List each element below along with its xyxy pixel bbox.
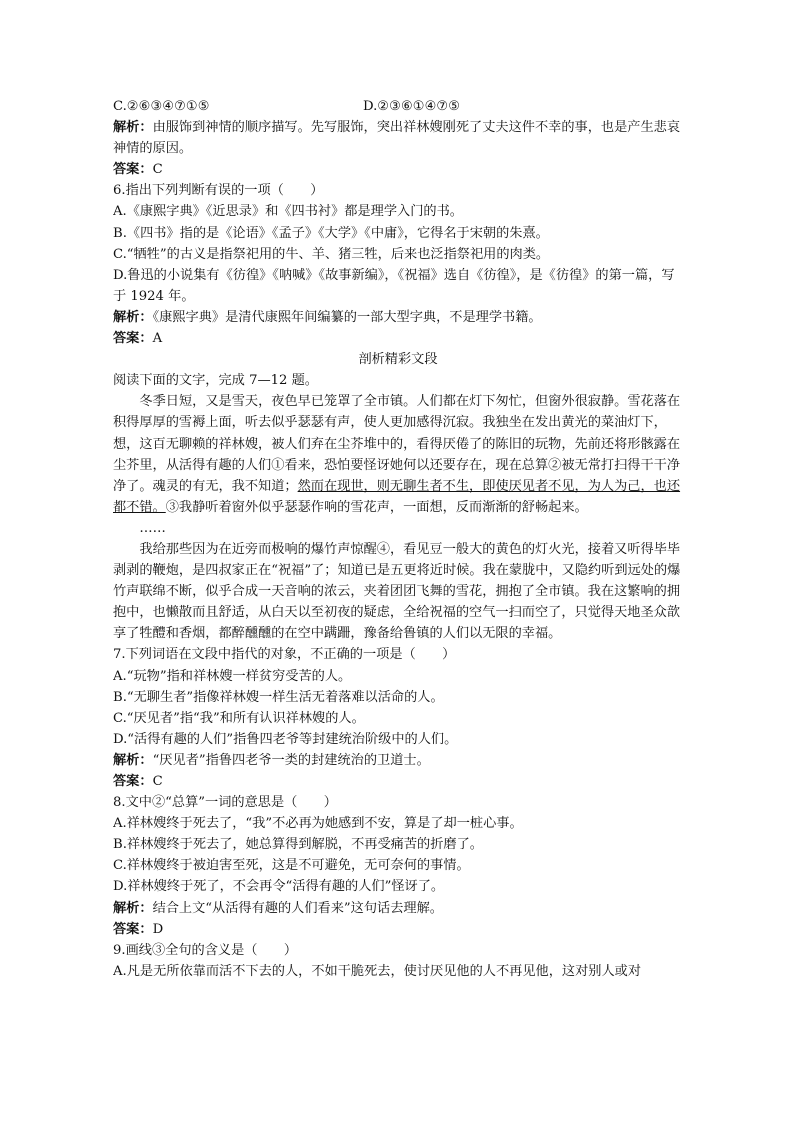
analysis-text: “厌见者”指鲁四老爷一类的封建统治的卫道士。 <box>152 752 430 768</box>
section-title: 剖析精彩文段 <box>358 352 438 368</box>
q8-option-a: A.祥林嫂终于死去了，“我”不必再为她感到不安，算是了却一桩心事。 <box>113 816 523 832</box>
analysis-text: 《康熙字典》是清代康熙年间编纂的一部大型字典，不是理学书籍。 <box>152 309 542 325</box>
passage-p1-text: 冬季日短，又是雪天，夜色早已笼罩了全市镇。人们都在灯下匆忙，但窗外很寂静。雪花落在积得厚厚的雪褥上面，听去似乎瑟瑟有声，使人更加感得沉寂。我独坐在发出黄光的菜油灯下，想，这百无聊赖的祥林嫂，被人们弃在尘芥堆中的，看得厌倦了的陈旧的玩物，先前还将形骸露在尘芥里，从活得有趣的人们①看来，恐怕要怪讶她何以还要存在，现在总算②被无常打扫得干干净净了。魂灵的有无，我不知道； <box>113 394 681 494</box>
q9-stem: 9.画线③全句的含义是（ ） <box>113 942 298 958</box>
q6-stem: 6.指出下列判断有误的一项（ ） <box>113 183 324 199</box>
q5-options-row <box>113 96 683 117</box>
answer-value: D <box>152 921 164 937</box>
q6-analysis <box>113 307 683 328</box>
q5-option-d: D.②③⑥①④⑦⑤ <box>363 99 461 114</box>
q6-option-c: C.“牺牲”的古义是指祭祀用的牛、羊、猪三牲，后来也泛指祭祀用的肉类。 <box>113 246 550 262</box>
q6-option-a: A.《康熙字典》《近思录》和《四书衬》都是理学入门的书。 <box>113 204 463 220</box>
answer-label: 答案： <box>113 162 153 178</box>
answer-label: 答案： <box>113 774 153 789</box>
q6-answer <box>113 328 683 349</box>
document-page <box>113 96 683 982</box>
analysis-text: 由服饰到神情的顺序描写。先写服饰，突出祥林嫂刚死了丈夫这件不幸的事，也是产生悲哀神情的原因。 <box>113 120 681 157</box>
q7-stem: 7.下列词语在文段中指代的对象，不正确的一项是（ ） <box>113 647 456 663</box>
answer-value: C <box>152 162 163 178</box>
passage-underlined-sentence: 然而在现世，则无聊生者不生，即使厌见者不见，为人为己，也还都不错。 <box>113 478 681 515</box>
q6-option-b: B.《四书》指的是《论语》《孟子》《大学》《中庸》，它得名于宋朝的朱熹。 <box>113 225 549 241</box>
q8-analysis <box>113 898 683 919</box>
answer-label: 答案： <box>113 331 153 347</box>
q8-stem: 8.文中②“总算”一词的意思是（ ） <box>113 795 337 811</box>
analysis-label: 解析： <box>113 309 153 325</box>
q7-option-c: C.“厌见者”指“我”和所有认识祥林嫂的人。 <box>113 710 365 726</box>
section-intro: 阅读下面的文字，完成 7—12 题。 <box>113 373 318 389</box>
answer-value: C <box>152 774 163 789</box>
answer-value: A <box>152 331 163 347</box>
q7-option-d: D.“活得有趣的人们”指鲁四老爷等封建统治阶级中的人们。 <box>113 731 458 747</box>
passage-paragraph-2: 我给那些因为在近旁而极响的爆竹声惊醒④，看见豆一般大的黄色的灯火光，接着又听得毕毕剥剥的鞭炮，是四叔家正在“祝福”了；知道已是五更将近时候。我在蒙胧中，又隐约听到远处的爆竹声联绵不断，似乎合成一天音响的浓云，夹着团团飞舞的雪花，拥抱了全市镇。我在这繁响的拥抱中，也懒散而且舒适，从白天以至初夜的疑虑，全给祝福的空气一扫而空了，只觉得天地圣众歆享了牲醴和香烟，都醉醺醺的在空中蹒跚，豫备给鲁镇的人们以无限的幸福。 <box>113 541 681 642</box>
q8-option-d: D.祥林嫂终于死了，不会再令“活得有趣的人们”怪讶了。 <box>113 879 445 895</box>
q5-analysis <box>113 117 683 159</box>
analysis-label: 解析： <box>113 900 153 916</box>
q7-answer <box>113 771 683 792</box>
q5-answer <box>113 159 683 180</box>
passage-paragraph-1 <box>113 391 683 518</box>
q6-option-d: D.鲁迅的小说集有《彷徨》《呐喊》《故事新编》，《祝福》选自《彷徨》，是《彷徨》的第一篇，写于 1924 年。 <box>113 267 675 304</box>
q5-option-c: C.②⑥③④⑦①⑤ <box>113 99 210 114</box>
passage-ellipsis: …… <box>139 520 166 536</box>
q8-option-b: B.祥林嫂终于死去了，她总算得到解脱，不再受痛苦的折磨了。 <box>113 837 483 853</box>
analysis-label: 解析： <box>113 752 153 768</box>
q7-option-b: B.“无聊生者”指像祥林嫂一样生活无着落难以活命的人。 <box>113 689 444 705</box>
answer-label: 答案： <box>113 921 153 937</box>
analysis-label: 解析： <box>113 120 153 136</box>
q9-option-a: A.凡是无所依靠而活不下去的人，不如干脆死去，使讨厌见他的人不再见他，这对别人或对 <box>113 963 642 979</box>
q7-option-a: A.“玩物”指和祥林嫂一样贫穷受苦的人。 <box>113 668 352 684</box>
q8-answer <box>113 919 683 940</box>
passage-p1-text-end: ③我静听着窗外似乎瑟瑟作响的雪花声，一面想，反而渐渐的舒畅起来。 <box>165 499 588 515</box>
q7-analysis <box>113 750 683 771</box>
analysis-text: 结合上文“从活得有趣的人们看来”这句话去理解。 <box>152 900 443 916</box>
q8-option-c: C.祥林嫂终于被迫害至死，这是不可避免，无可奈何的事情。 <box>113 858 470 874</box>
